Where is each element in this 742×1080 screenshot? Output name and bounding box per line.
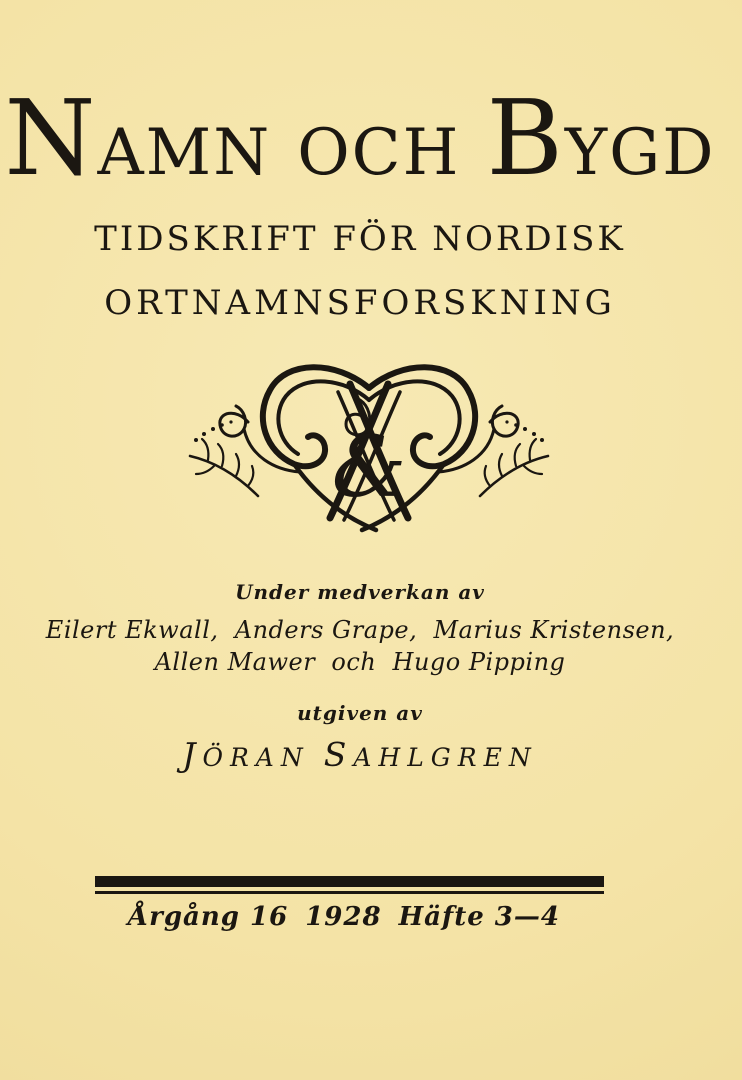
thin-horizontal-rule — [95, 891, 604, 894]
contributors-heading: Under medverkan av — [235, 580, 485, 604]
editor-initial-j: J — [182, 735, 203, 774]
issue-volume: Årgång 16 — [128, 902, 289, 932]
journal-title — [0, 77, 720, 199]
editor-rest-oran: ÖRAN — [202, 743, 310, 772]
editor-heading: utgiven av — [297, 701, 423, 725]
journal-subtitle-line1: TIDSKRIFT FÖR NORDISK — [94, 219, 626, 259]
contributors-line-1: Eilert Ekwall, Anders Grape, Marius Kristensen, — [45, 616, 675, 644]
editor-initial-s: S — [323, 735, 354, 774]
thick-horizontal-rule — [95, 876, 604, 887]
title-initial-n: N — [4, 77, 98, 199]
editor-name — [0, 735, 720, 775]
monogram-ampersand — [332, 400, 407, 516]
svg-text:&: & — [331, 418, 407, 516]
contributors-line-2: Allen Mawer och Hugo Pipping — [154, 648, 566, 676]
nb-monogram-ornament — [178, 358, 560, 542]
title-rest-amn: AMN — [97, 116, 272, 190]
monogram-left-dots — [194, 420, 233, 442]
nb-monogram-icon — [178, 358, 560, 542]
editor-rest-ahlgren: AHLGREN — [353, 743, 538, 772]
title-initial-b: B — [486, 77, 565, 199]
title-rest-ygd: YGD — [564, 116, 716, 190]
title-word-och: OCH — [297, 116, 461, 190]
issue-info-line — [128, 902, 560, 932]
issue-number: Häfte 3—4 — [398, 902, 560, 932]
journal-subtitle-line2: ORTNAMNSFORSKNING — [104, 283, 616, 323]
issue-year: 1928 — [305, 902, 382, 932]
